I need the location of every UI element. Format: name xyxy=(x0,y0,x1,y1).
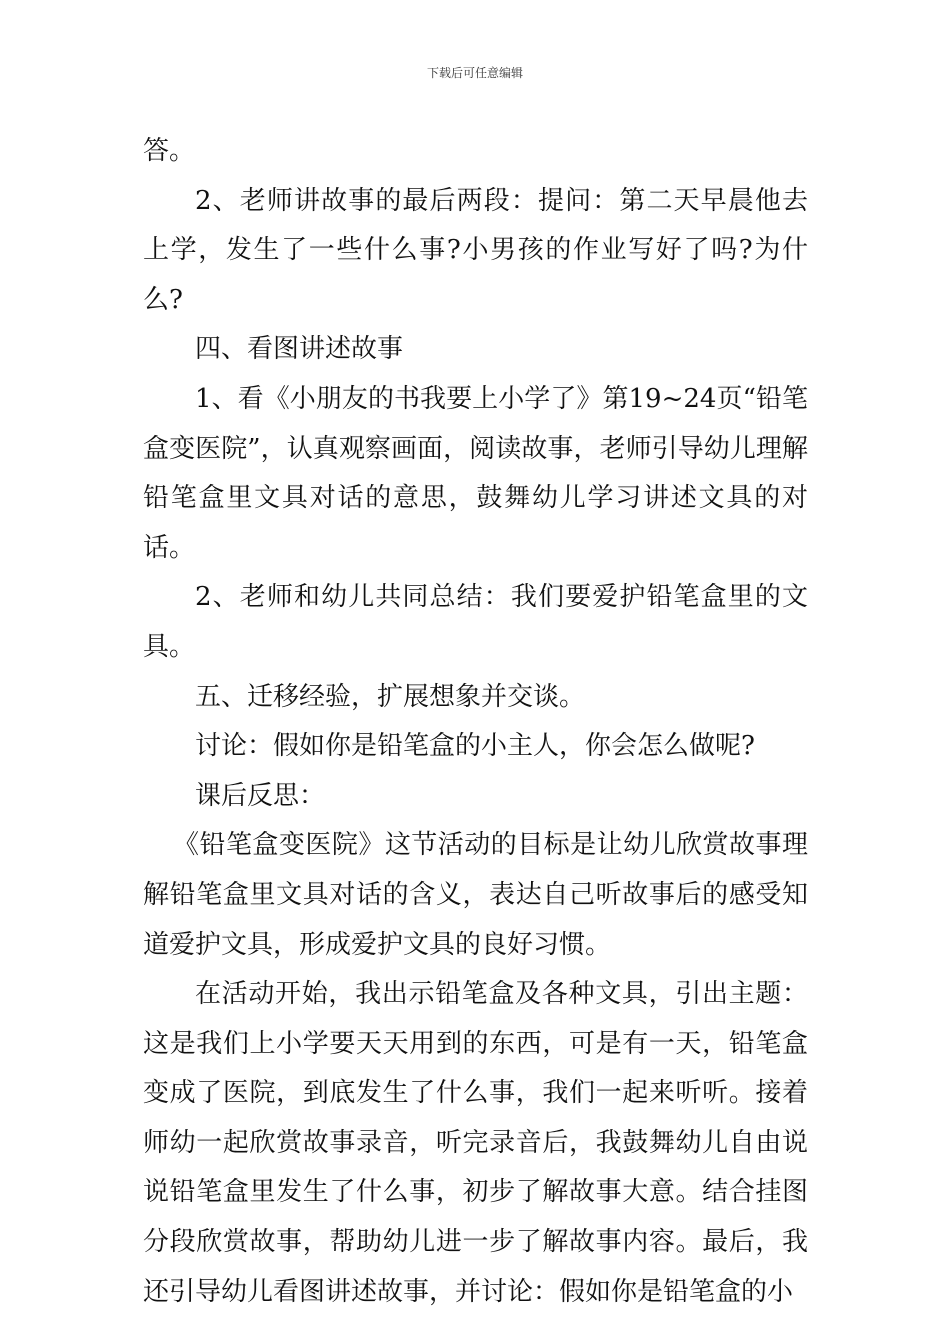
paragraph-reflection-process: 在活动开始，我出示铅笔盒及各种文具，引出主题：这是我们上小学要天天用到的东西，可是有一天，铅笔盒变成了医院，到底发生了什么事，我们一起来听听。接着师幼一起欣赏故事录音，听完录音后，我鼓舞幼儿自由说说铅笔盒里发生了什么事，初步了解故事大意。结合挂图分段欣赏故事，帮助幼儿进一步了解故事内容。最后，我还引导幼儿看图讲述故事，并讨论：假如你是铅笔盒的小 xyxy=(143,979,808,1307)
paragraph-teacher-story: 2、老师讲故事的最后两段：提问：第二天早晨他去上学，发生了一些什么事?小男孩的作业写好了吗?为什么? xyxy=(143,185,808,315)
paragraph-reflection-goal: 《铅笔盒变医院》这节活动的目标是让幼儿欣赏故事理解铅笔盒里文具对话的含义，表达自己听故事后的感受知道爱护文具，形成爱护文具的良好习惯。 xyxy=(143,830,808,960)
section-heading-picture-story: 四、看图讲述故事 xyxy=(195,334,404,365)
paragraph-discussion: 讨论：假如你是铅笔盒的小主人，你会怎么做呢? xyxy=(195,731,755,762)
page-header-note: 下载后可任意编辑 xyxy=(426,66,523,80)
document-body xyxy=(143,127,808,1317)
section-heading-transfer: 五、迁移经验，扩展想象并交谈。 xyxy=(195,681,586,712)
section-heading-reflection: 课后反思： xyxy=(195,780,326,811)
paragraph-look-book: 1、看《小朋友的书我要上小学了》第19~24页“铅笔盒变医院”，认真观察画面，阅读故事，老师引导幼儿理解铅笔盒里文具对话的意思，鼓舞幼儿学习讲述文具的对话。 xyxy=(143,383,808,563)
paragraph-summary: 2、老师和幼儿共同总结：我们要爱护铅笔盒里的文具。 xyxy=(143,582,808,662)
paragraph-answer-end: 答。 xyxy=(143,136,196,166)
